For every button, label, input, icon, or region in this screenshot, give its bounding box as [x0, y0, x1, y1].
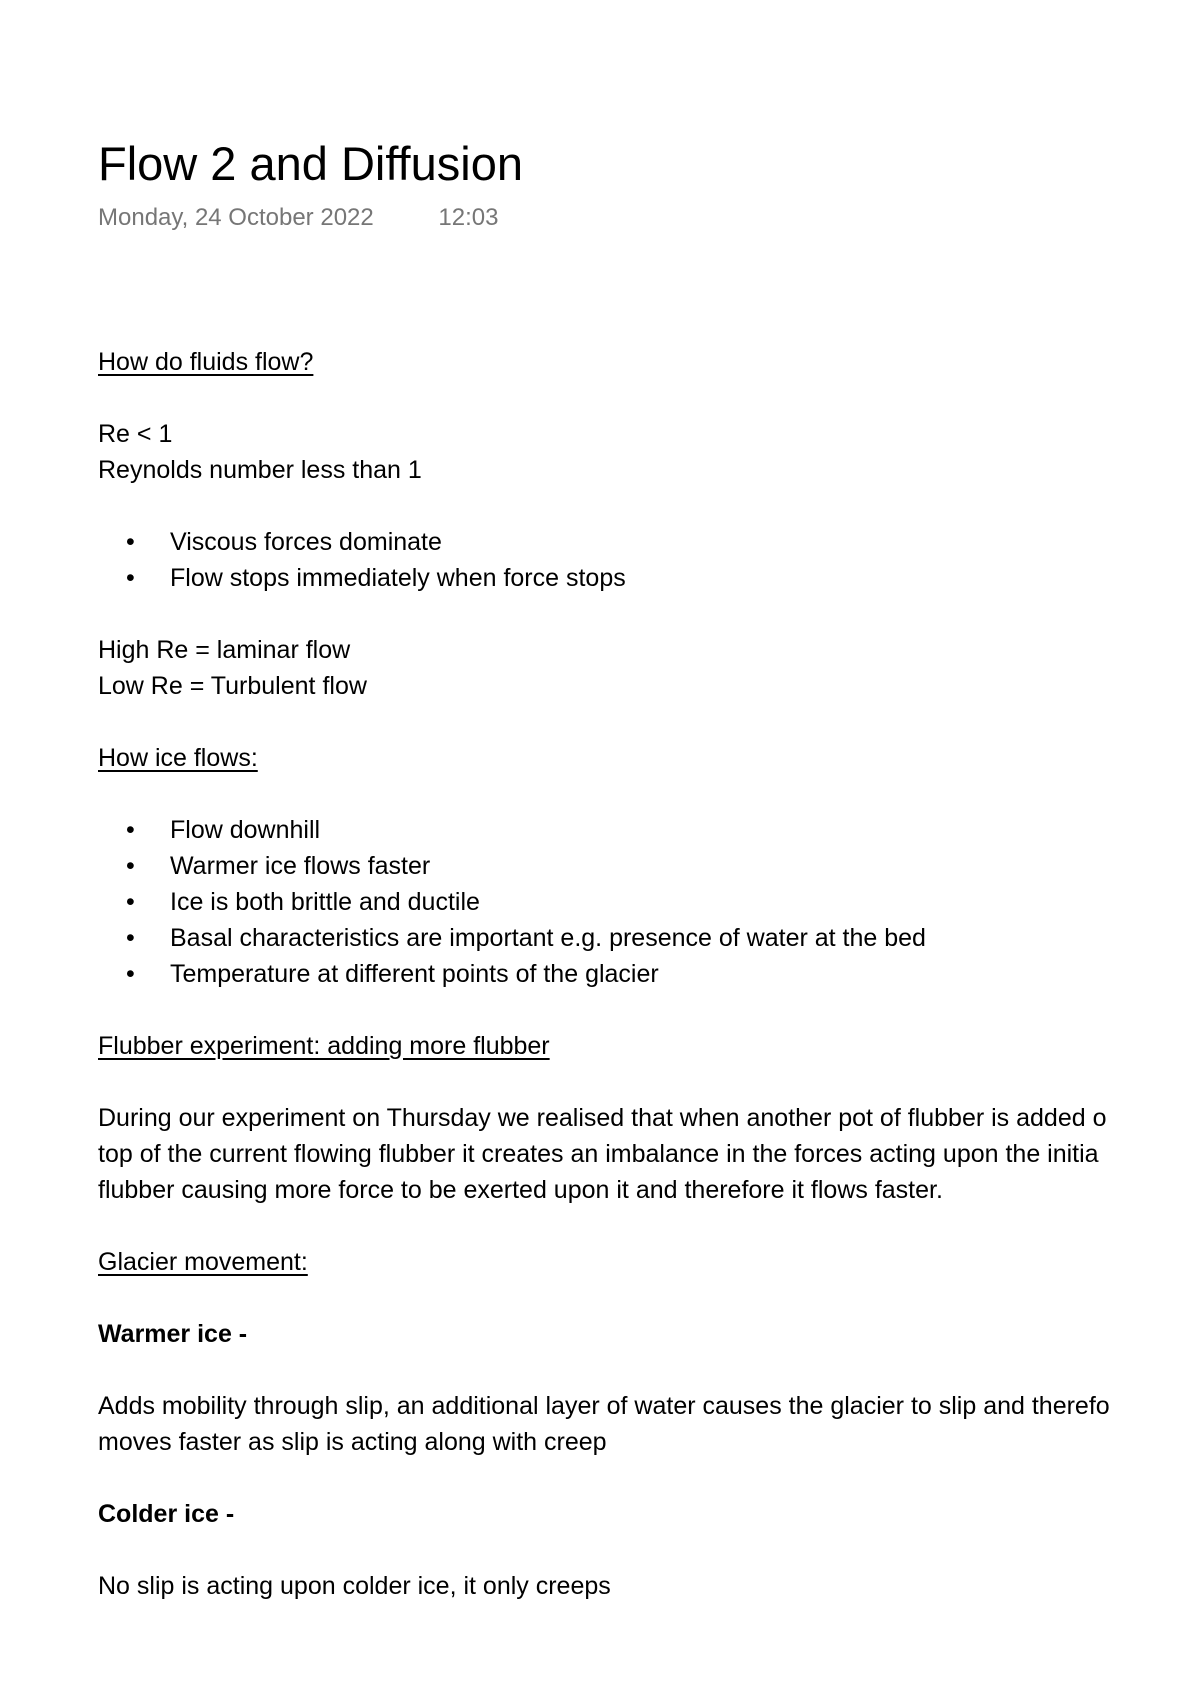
- fluids-section: [98, 344, 1200, 704]
- re-line: Re < 1: [98, 420, 173, 448]
- colder-ice-text: No slip is acting upon colder ice, it only creeps: [98, 1572, 611, 1600]
- re-description: Reynolds number less than 1: [98, 456, 422, 484]
- list-item: • Viscous forces dominate: [98, 524, 1200, 560]
- flubber-paragraph-line: During our experiment on Thursday we realised that when another pot of flubber is added o: [98, 1104, 1107, 1132]
- note-content: [98, 128, 1200, 1604]
- list-item: • Basal characteristics are important e.g. presence of water at the bed: [98, 920, 1200, 956]
- fluids-bullet-list: [98, 524, 1200, 596]
- spacer: [98, 234, 1200, 344]
- high-re-line: High Re = laminar flow: [98, 636, 351, 664]
- note-metadata: [98, 202, 1200, 234]
- ice-heading: How ice flows:: [98, 744, 258, 772]
- low-re-line: Low Re = Turbulent flow: [98, 672, 367, 700]
- warmer-ice-line: Adds mobility through slip, an additional layer of water causes the glacier to slip and therefo: [98, 1392, 1110, 1420]
- ice-section: [98, 740, 1200, 992]
- warmer-ice-line: moves faster as slip is acting along with creep: [98, 1428, 607, 1456]
- ice-bullet-list: [98, 812, 1200, 992]
- glacier-section: [98, 1244, 1200, 1604]
- list-item: • Flow downhill: [98, 812, 1200, 848]
- list-item: • Flow stops immediately when force stops: [98, 560, 1200, 596]
- glacier-heading: Glacier movement:: [98, 1248, 308, 1276]
- flubber-paragraph-line: flubber causing more force to be exerted upon it and therefore it flows faster.: [98, 1176, 943, 1204]
- list-item: • Temperature at different points of the glacier: [98, 956, 1200, 992]
- list-item: • Ice is both brittle and ductile: [98, 884, 1200, 920]
- fluids-heading: How do fluids flow?: [98, 348, 314, 376]
- flubber-section: [98, 1028, 1200, 1208]
- warmer-ice-heading: Warmer ice -: [98, 1320, 248, 1348]
- flubber-paragraph-line: top of the current flowing flubber it creates an imbalance in the forces acting upon the initia: [98, 1140, 1099, 1168]
- flubber-heading: Flubber experiment: adding more flubber: [98, 1032, 550, 1060]
- note-date: Monday, 24 October 2022: [98, 204, 374, 231]
- note-time: 12:03: [438, 204, 499, 231]
- list-item: • Warmer ice flows faster: [98, 848, 1200, 884]
- page-title: Flow 2 and Diffusion: [98, 137, 523, 190]
- colder-ice-heading: Colder ice -: [98, 1500, 235, 1528]
